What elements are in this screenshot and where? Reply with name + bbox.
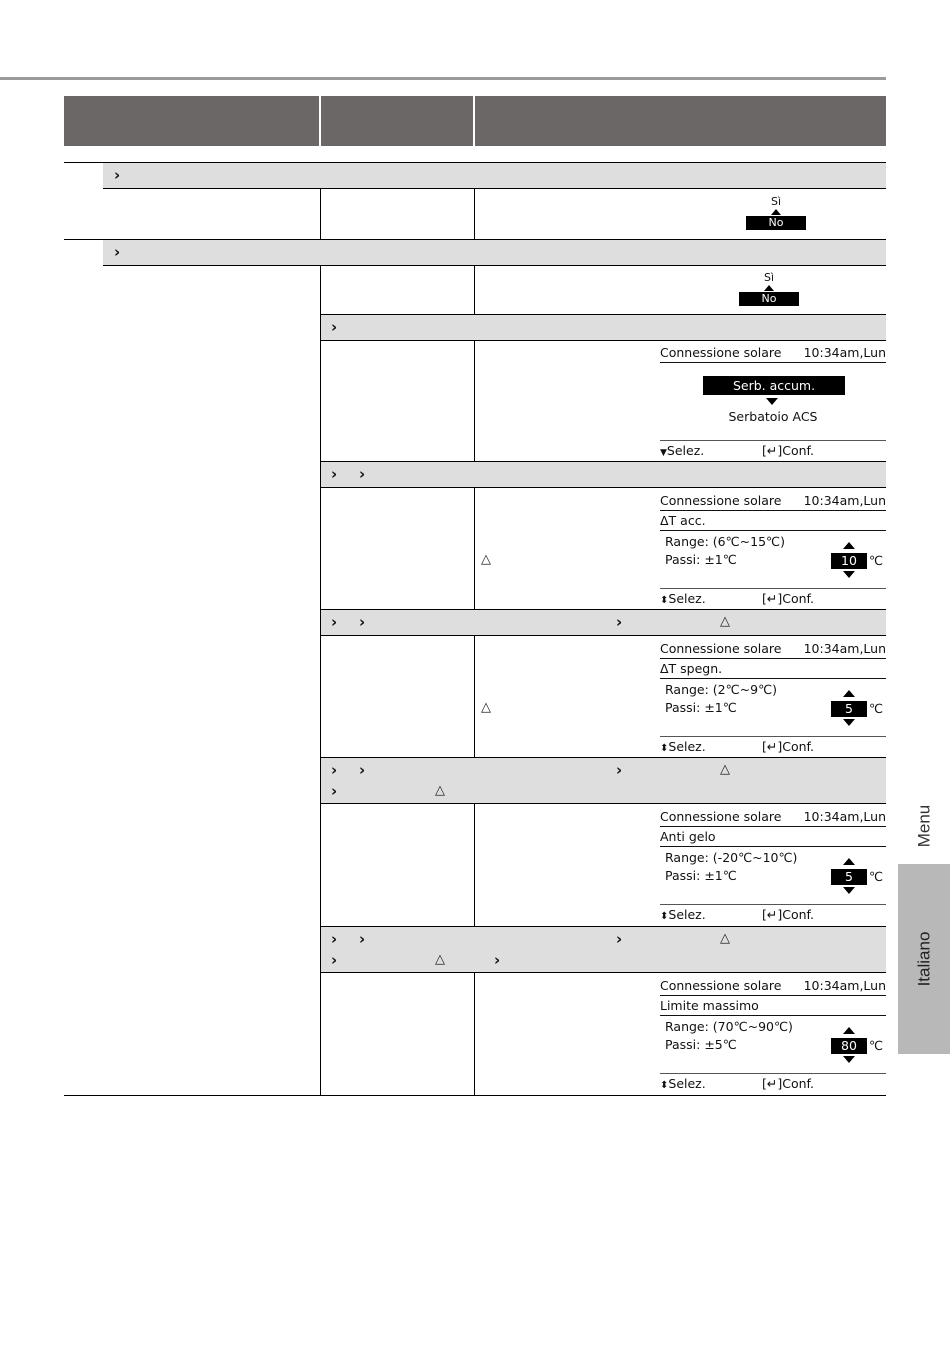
value-box[interactable]: 5 (831, 701, 867, 717)
lcd-title: Connessione solare (660, 978, 782, 993)
arrow-up-icon[interactable] (843, 858, 855, 865)
lcd-title-bar (660, 640, 886, 659)
lcd-screen-delta-off (660, 640, 886, 756)
rule (64, 1095, 886, 1096)
lcd-title: Connessione solare (660, 345, 782, 360)
chevron-right-icon: › (359, 761, 366, 779)
rule (321, 609, 886, 610)
lcd-clock: 10:34am,Lun (803, 978, 886, 993)
triangle-icon: △ (720, 931, 730, 946)
unit-label: ℃ (869, 1038, 884, 1053)
rule (321, 461, 886, 462)
top-rule (0, 77, 886, 80)
lcd-clock: 10:34am,Lun (803, 809, 886, 824)
lcd-param: Anti gelo (660, 829, 716, 844)
rule (321, 926, 886, 927)
lcd-title-bar (660, 492, 886, 511)
rule (321, 635, 886, 636)
up-down-arrow-icon: ⬍ (660, 1080, 669, 1091)
chevron-right-icon: › (331, 951, 338, 969)
arrow-down-icon[interactable] (843, 1056, 855, 1063)
lcd-screen-max-limit (660, 977, 886, 1093)
confirm-label: Conf. (782, 739, 814, 754)
select-label: Selez. (668, 739, 706, 754)
chevron-right-icon: › (359, 930, 366, 948)
col-divider (474, 265, 475, 314)
unit-label: ℃ (869, 701, 884, 716)
chevron-right-icon: › (331, 782, 338, 800)
select-label: Selez. (668, 1076, 706, 1091)
select-label: Selez. (666, 443, 705, 458)
step-text: Passi: ±5℃ (665, 1037, 737, 1052)
yes-no-selector[interactable] (739, 271, 799, 311)
lcd-footer (660, 736, 886, 755)
range-text: Range: (6℃~15℃) (665, 534, 785, 549)
lcd-screen-antifreeze (660, 808, 886, 924)
lcd-param: ΔT acc. (660, 513, 706, 528)
lcd-title: Connessione solare (660, 809, 782, 824)
lcd-subtitle-bar (660, 512, 886, 531)
rule (321, 340, 886, 341)
lcd-clock: 10:34am,Lun (803, 493, 886, 508)
col-divider (320, 265, 321, 1095)
side-tab-menu[interactable] (898, 790, 950, 862)
arrow-up-icon[interactable] (843, 542, 855, 549)
lcd-screen-tank (660, 344, 886, 460)
alternate-option[interactable]: Serbatoio ACS (728, 409, 818, 424)
chevron-right-icon: › (616, 613, 623, 631)
rule (103, 188, 886, 189)
section-band-4 (321, 462, 886, 487)
enter-key-icon: [↵] (762, 443, 783, 458)
lcd-footer (660, 904, 886, 923)
option-no-selected[interactable]: No (746, 216, 806, 230)
arrow-down-icon[interactable] (843, 719, 855, 726)
chevron-right-icon: › (616, 930, 623, 948)
lcd-title: Connessione solare (660, 641, 782, 656)
side-tab-language-label: Italiano (914, 931, 934, 987)
arrow-down-small-icon: ▼ (660, 448, 667, 458)
section-band-5 (321, 610, 886, 635)
rule (64, 239, 886, 240)
triangle-icon: △ (720, 762, 730, 777)
section-band-1 (103, 162, 886, 188)
chevron-right-icon: › (494, 951, 501, 969)
confirm-label: Conf. (782, 1076, 814, 1091)
arrow-up-icon (764, 285, 774, 291)
value-box[interactable]: 5 (831, 869, 867, 885)
confirm-label: Conf. (782, 443, 814, 458)
lcd-subtitle-bar (660, 828, 886, 847)
range-text: Range: (-20℃~10℃) (665, 850, 798, 865)
rule (321, 757, 886, 758)
arrow-up-icon[interactable] (843, 690, 855, 697)
rule (321, 972, 886, 973)
lcd-footer (660, 588, 886, 607)
lcd-subtitle-bar (660, 660, 886, 679)
enter-key-icon: [↵] (762, 739, 783, 754)
triangle-icon: △ (435, 952, 445, 967)
step-text: Passi: ±1℃ (665, 700, 737, 715)
section-band-7 (321, 927, 886, 972)
chevron-right-icon: › (331, 613, 338, 631)
chevron-right-icon: › (114, 166, 121, 184)
section-band-3 (321, 315, 886, 340)
chevron-right-icon: › (331, 465, 338, 483)
up-down-arrow-icon: ⬍ (660, 743, 669, 754)
table-header-col-1 (64, 96, 319, 146)
range-text: Range: (2℃~9℃) (665, 682, 778, 697)
enter-key-icon: [↵] (762, 1076, 783, 1091)
arrow-up-icon (771, 209, 781, 215)
lcd-param: Limite massimo (660, 998, 759, 1013)
arrow-down-icon (766, 398, 778, 405)
select-label: Selez. (668, 907, 706, 922)
chevron-right-icon: › (616, 761, 623, 779)
triangle-icon: △ (481, 700, 491, 715)
rule (321, 487, 886, 488)
chevron-right-icon: › (331, 761, 338, 779)
option-yes[interactable]: Sì (763, 271, 775, 284)
lcd-title-bar (660, 977, 886, 996)
triangle-icon: △ (435, 783, 445, 798)
col-divider (474, 972, 475, 1095)
side-tab-language[interactable] (898, 864, 950, 1054)
up-down-arrow-icon: ⬍ (660, 595, 669, 606)
chevron-right-icon: › (331, 318, 338, 336)
lcd-footer (660, 440, 886, 459)
rule (321, 314, 886, 315)
up-down-arrow-icon: ⬍ (660, 911, 669, 922)
side-tab-menu-label: Menu (914, 804, 933, 848)
lcd-title-bar (660, 808, 886, 827)
value-box[interactable]: 10 (831, 553, 867, 569)
arrow-down-icon[interactable] (843, 887, 855, 894)
confirm-label: Conf. (782, 907, 814, 922)
col-divider (474, 487, 475, 609)
rule (64, 162, 886, 163)
triangle-icon: △ (720, 614, 730, 629)
range-text: Range: (70℃~90℃) (665, 1019, 793, 1034)
step-text: Passi: ±1℃ (665, 868, 737, 883)
lcd-param: ΔT spegn. (660, 661, 723, 676)
col-divider (474, 803, 475, 926)
table-header-col-3 (475, 96, 886, 146)
table-header-col-2 (321, 96, 473, 146)
select-label: Selez. (668, 591, 706, 606)
option-no-selected[interactable]: No (739, 292, 799, 306)
unit-label: ℃ (869, 869, 884, 884)
step-text: Passi: ±1℃ (665, 552, 737, 567)
lcd-title-bar (660, 344, 886, 363)
section-band-2 (103, 239, 886, 265)
lcd-clock: 10:34am,Lun (803, 641, 886, 656)
rule (321, 803, 886, 804)
lcd-subtitle-bar (660, 997, 886, 1016)
confirm-label: Conf. (782, 591, 814, 606)
lcd-title: Connessione solare (660, 493, 782, 508)
arrow-down-icon[interactable] (843, 571, 855, 578)
col-divider (320, 188, 321, 239)
enter-key-icon: [↵] (762, 907, 783, 922)
section-band-6 (321, 758, 886, 803)
col-divider (474, 340, 475, 461)
col-divider (474, 635, 475, 757)
yes-no-selector[interactable] (746, 195, 806, 235)
enter-key-icon: [↵] (762, 591, 783, 606)
rule (103, 265, 886, 266)
unit-label: ℃ (869, 553, 884, 568)
chevron-right-icon: › (359, 613, 366, 631)
triangle-icon: △ (481, 552, 491, 567)
option-yes[interactable]: Sì (770, 195, 782, 208)
lcd-clock: 10:34am,Lun (803, 345, 886, 360)
chevron-right-icon: › (114, 243, 121, 261)
selected-option[interactable]: Serb. accum. (703, 376, 845, 395)
arrow-up-icon[interactable] (843, 1027, 855, 1034)
lcd-screen-delta-on (660, 492, 886, 608)
value-box[interactable]: 80 (831, 1038, 867, 1054)
chevron-right-icon: › (359, 465, 366, 483)
lcd-footer (660, 1073, 886, 1092)
chevron-right-icon: › (331, 930, 338, 948)
col-divider (474, 188, 475, 239)
